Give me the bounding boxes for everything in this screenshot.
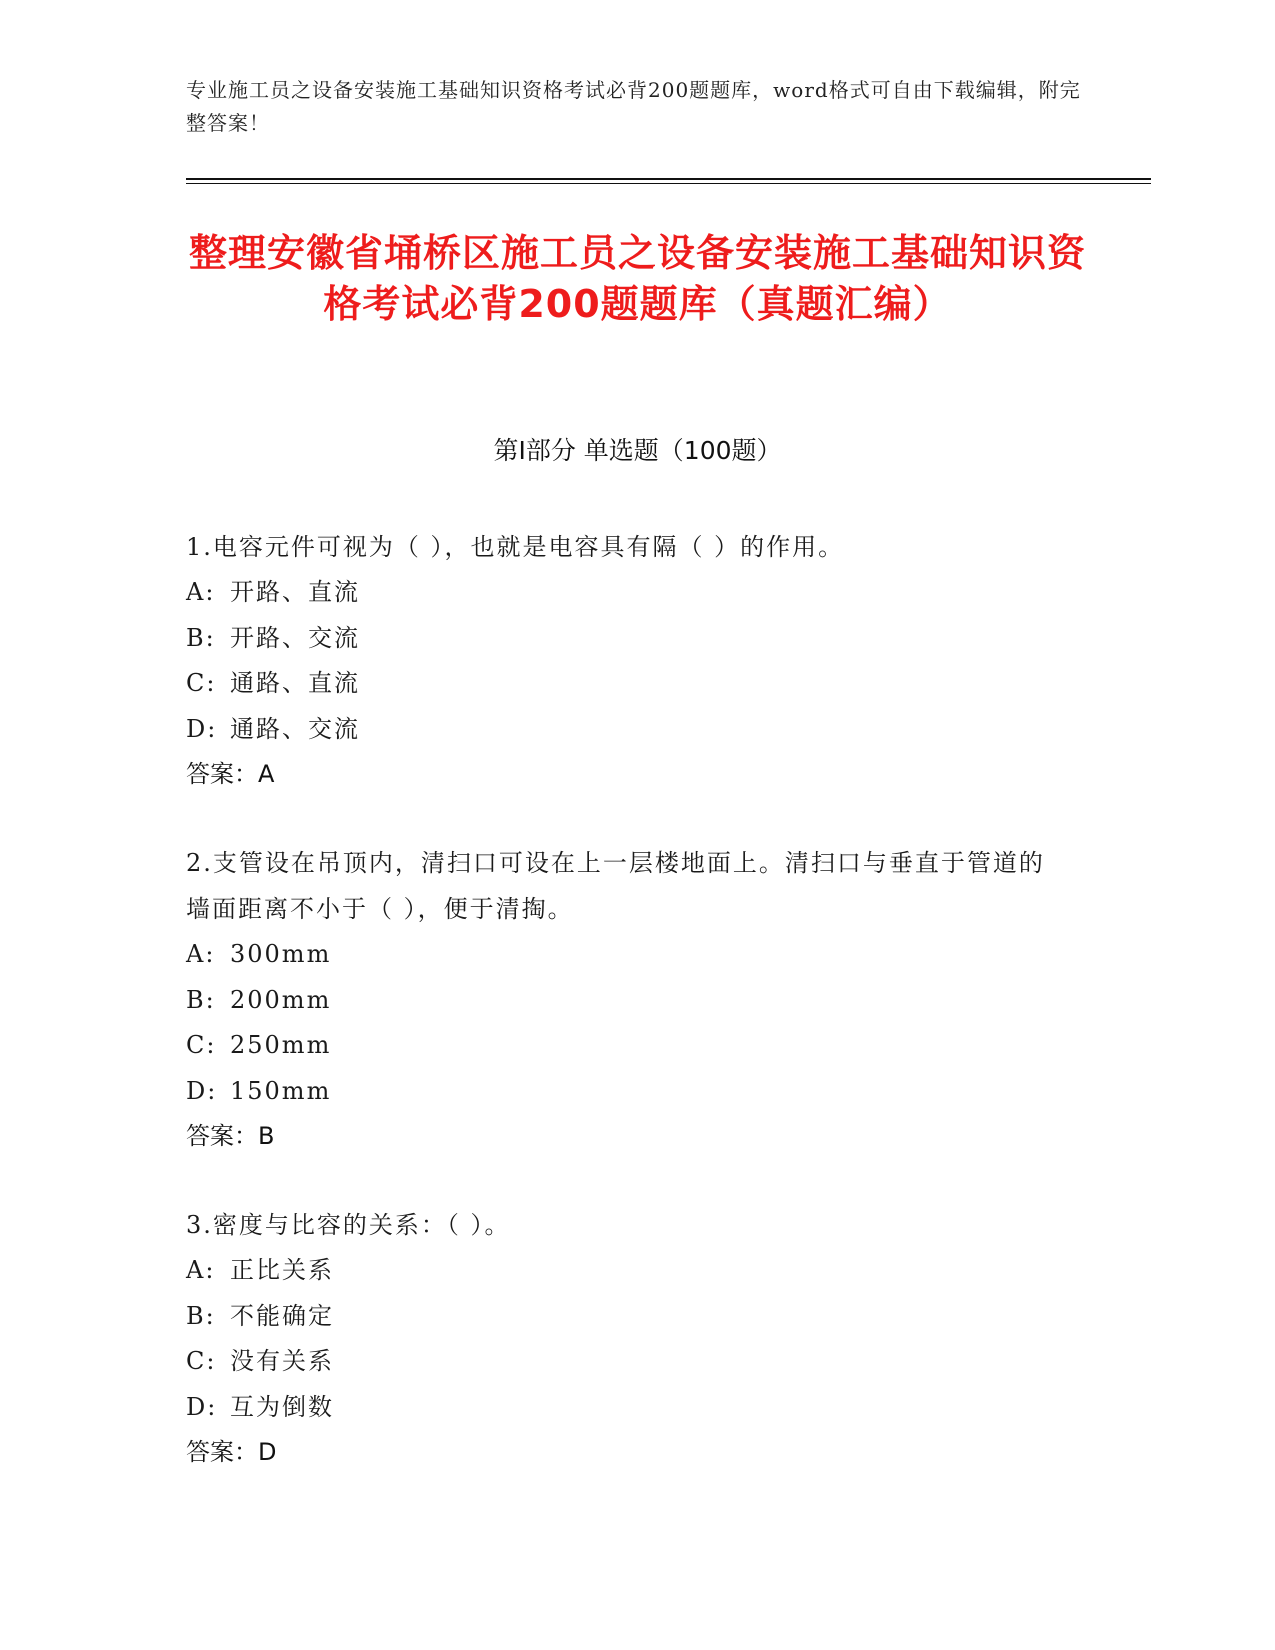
option-text: 通路、直流 bbox=[230, 669, 360, 697]
question-stem: 1.电容元件可视为（ ），也就是电容具有隔（ ）的作用。 bbox=[186, 533, 845, 561]
option-letter: D: bbox=[186, 714, 218, 743]
answer-line bbox=[186, 1114, 1066, 1160]
option-b bbox=[186, 616, 1066, 662]
option-a bbox=[186, 1248, 1066, 1294]
option-letter: A: bbox=[186, 940, 216, 968]
option-letter: C: bbox=[186, 1347, 217, 1375]
intro-text: 专业施工员之设备安装施工基础知识资格考试必背200题题库，word格式可自由下载编辑，附完整答案！ bbox=[186, 78, 1081, 135]
option-d bbox=[186, 1069, 1066, 1115]
option-letter: B: bbox=[186, 985, 216, 1014]
option-text: 通路、交流 bbox=[230, 714, 360, 743]
option-letter: B: bbox=[186, 1301, 216, 1330]
question-1 bbox=[186, 524, 1066, 798]
option-letter: D: bbox=[186, 1076, 218, 1105]
option-text: 300mm bbox=[230, 940, 332, 968]
question-2 bbox=[186, 840, 1066, 1160]
option-c bbox=[186, 661, 1066, 707]
question-stem: 3.密度与比容的关系：（ ）。 bbox=[186, 1211, 511, 1239]
answer-label: 答案： bbox=[186, 1438, 258, 1466]
option-letter: A: bbox=[186, 578, 216, 606]
option-letter: B: bbox=[186, 623, 216, 652]
option-d bbox=[186, 707, 1066, 753]
option-text: 互为倒数 bbox=[230, 1392, 334, 1421]
option-d bbox=[186, 1385, 1066, 1431]
answer-value: D bbox=[258, 1438, 277, 1466]
option-text: 200mm bbox=[230, 985, 332, 1014]
option-text: 150mm bbox=[230, 1076, 332, 1105]
option-text: 开路、直流 bbox=[230, 578, 360, 606]
option-b bbox=[186, 978, 1066, 1024]
answer-value: B bbox=[258, 1122, 275, 1150]
option-text: 不能确定 bbox=[230, 1301, 334, 1330]
option-text: 开路、交流 bbox=[230, 623, 360, 652]
option-text: 没有关系 bbox=[230, 1347, 334, 1375]
option-text: 250mm bbox=[230, 1031, 332, 1059]
option-letter: C: bbox=[186, 669, 217, 697]
question-3 bbox=[186, 1202, 1066, 1476]
option-b bbox=[186, 1294, 1066, 1340]
option-text: 正比关系 bbox=[230, 1256, 334, 1284]
option-c bbox=[186, 1339, 1066, 1385]
option-letter: C: bbox=[186, 1031, 217, 1059]
question-stem: 2.支管设在吊顶内，清扫口可设在上一层楼地面上。清扫口与垂直于管道的墙面距离不小于（ ），便于清掏。 bbox=[186, 849, 1045, 923]
answer-label: 答案： bbox=[186, 1122, 258, 1150]
option-letter: A: bbox=[186, 1256, 216, 1284]
option-letter: D: bbox=[186, 1392, 218, 1421]
answer-line bbox=[186, 752, 1066, 798]
answer-value: A bbox=[258, 760, 275, 788]
option-a bbox=[186, 932, 1066, 978]
answer-label: 答案： bbox=[186, 760, 258, 788]
header-rule-thin bbox=[186, 183, 1151, 184]
header-rule-thick bbox=[186, 178, 1151, 180]
document-title: 整理安徽省埇桥区施工员之设备安装施工基础知识资格考试必背200题题库（真题汇编） bbox=[188, 231, 1086, 326]
section-title: 第Ⅰ部分 单选题（100题） bbox=[493, 436, 782, 465]
option-c bbox=[186, 1023, 1066, 1069]
answer-line bbox=[186, 1430, 1066, 1476]
option-a bbox=[186, 570, 1066, 616]
